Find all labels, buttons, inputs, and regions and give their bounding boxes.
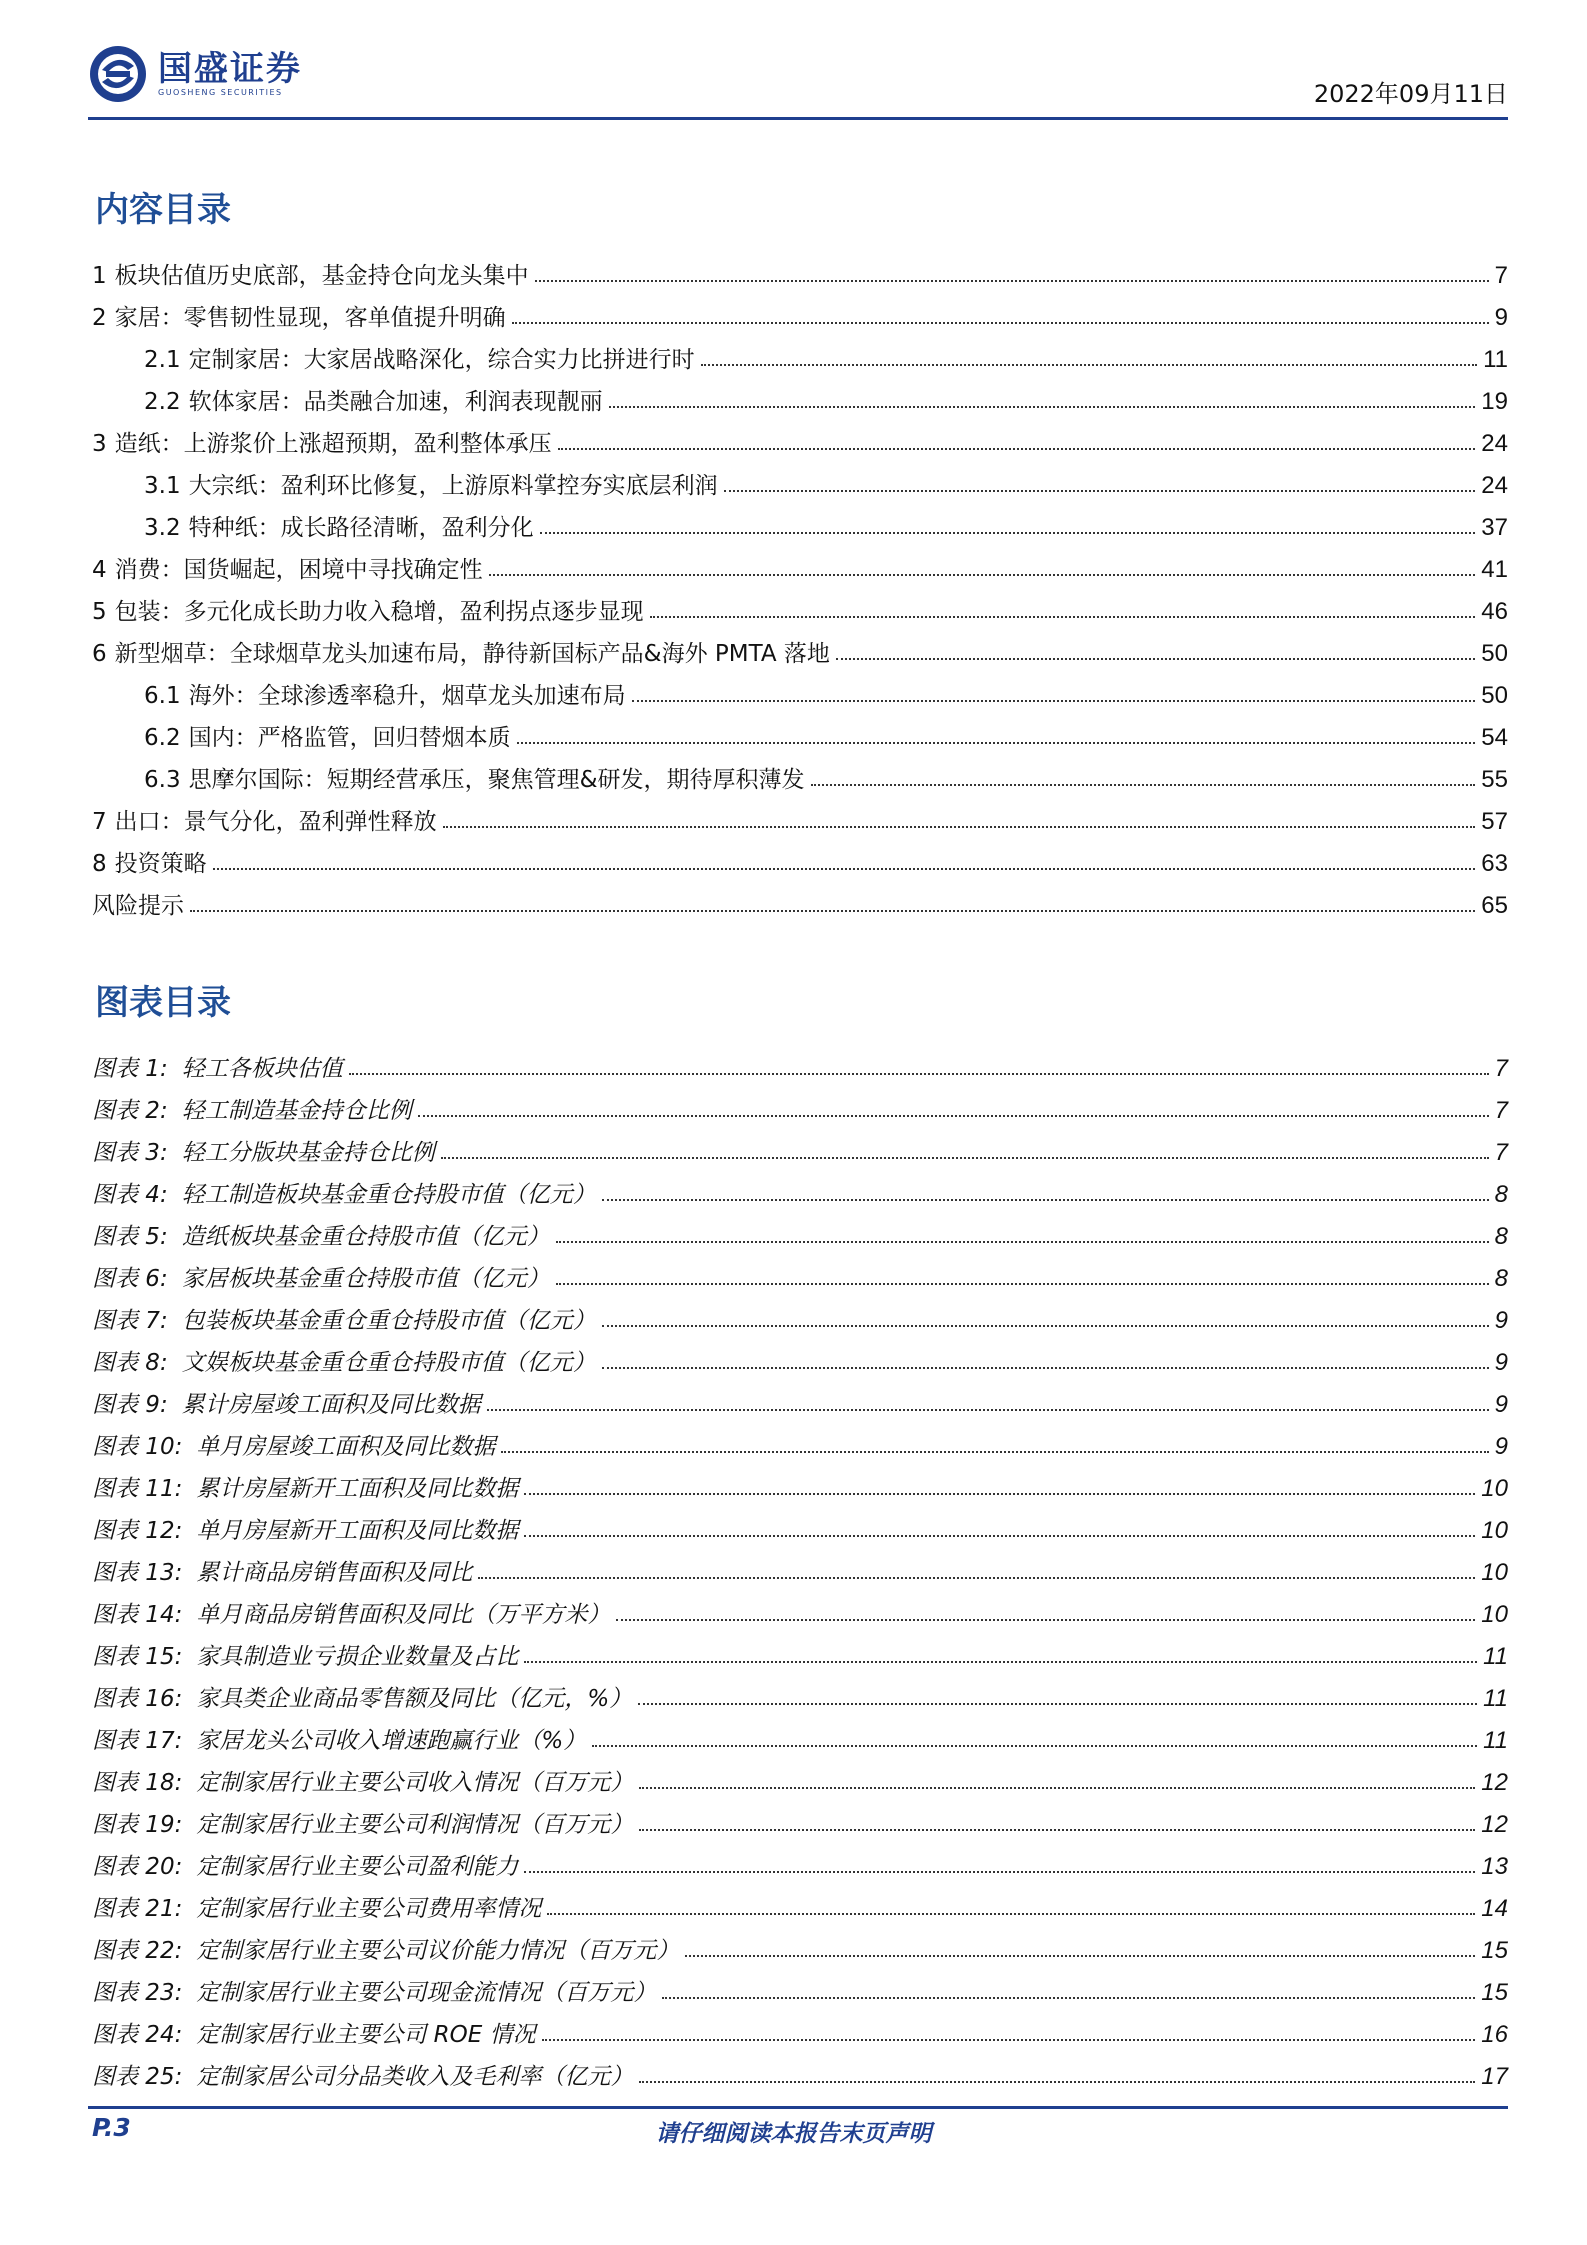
entry-number: 图表 20: [92, 1854, 183, 1880]
entry-page: 54 [1481, 724, 1508, 751]
entry-title: 家居：零售韧性显现，客单值提升明确 [114, 305, 506, 331]
entry-title: 包装：多元化成长助力收入稳增，盈利拐点逐步显现 [114, 599, 644, 625]
entry-title: 累计商品房销售面积及同比 [196, 1560, 473, 1586]
entry-number: 图表 8: [92, 1350, 168, 1376]
report-date: 2022年09月11日 [1313, 80, 1508, 108]
entry-page: 50 [1481, 640, 1508, 667]
entry-label [92, 1848, 518, 1881]
entry-number: 图表 23: [92, 1980, 183, 2006]
entry-label [92, 1134, 435, 1167]
entry-title: 特种纸：成长路径清晰，盈利分化 [188, 515, 534, 541]
guosheng-logo-icon [88, 44, 148, 104]
entry-page: 12 [1481, 1811, 1508, 1838]
entry-title: 大宗纸：盈利环比修复，上游原料掌控夯实底层利润 [188, 473, 718, 499]
entry-number: 6.2 [144, 725, 181, 751]
toc-entry[interactable] [92, 332, 1508, 374]
dot-leader [524, 1661, 1477, 1663]
entry-label [92, 593, 644, 626]
entry-number: 图表 25: [92, 2064, 183, 2090]
entry-page: 46 [1481, 598, 1508, 625]
toc-entry[interactable] [92, 416, 1508, 458]
entry-title: 家居板块基金重仓持股市值（亿元） [181, 1266, 550, 1292]
dot-leader [662, 1997, 1475, 1999]
entry-title: 单月房屋竣工面积及同比数据 [196, 1434, 496, 1460]
entry-number: 图表 24: [92, 2022, 183, 2048]
figure-entry[interactable] [92, 2049, 1508, 2091]
toc-entry[interactable] [92, 752, 1508, 794]
entry-title: 单月商品房销售面积及同比（万平方米） [196, 1602, 611, 1628]
dot-leader [811, 784, 1476, 786]
entry-number: 图表 18: [92, 1770, 183, 1796]
entry-page: 11 [1483, 346, 1508, 373]
dot-leader [524, 1871, 1475, 1873]
figure-entry[interactable] [92, 1545, 1508, 1587]
entry-title: 海外：全球渗透率稳升，烟草龙头加速布局 [188, 683, 626, 709]
entry-page: 37 [1481, 514, 1508, 541]
toc-entry[interactable] [92, 878, 1508, 920]
entry-page: 10 [1481, 1559, 1508, 1586]
entry-page: 14 [1481, 1895, 1508, 1922]
entry-page: 15 [1481, 1937, 1508, 1964]
entry-page: 8 [1494, 1181, 1508, 1208]
entry-title: 定制家居公司分品类收入及毛利率（亿元） [196, 2064, 634, 2090]
entry-number: 4 [92, 557, 107, 583]
dot-leader [632, 700, 1476, 702]
entry-title: 投资策略 [114, 851, 207, 877]
dot-leader [190, 910, 1475, 912]
entry-label [92, 1386, 481, 1419]
entry-title: 家居龙头公司收入增速跑赢行业（%） [196, 1728, 587, 1754]
entry-label [92, 1050, 343, 1083]
figure-entry[interactable] [92, 1965, 1508, 2007]
entry-title: 造纸：上游浆价上涨超预期，盈利整体承压 [114, 431, 552, 457]
entry-title: 家具类企业商品零售额及同比（亿元，%） [196, 1686, 633, 1712]
toc-entry[interactable] [92, 668, 1508, 710]
entry-page: 16 [1481, 2021, 1508, 2048]
figure-entry[interactable] [92, 1923, 1508, 1965]
dot-leader [639, 1787, 1475, 1789]
entry-title: 轻工各板块估值 [181, 1056, 343, 1082]
entry-label [144, 341, 695, 374]
entry-number: 图表 16: [92, 1686, 183, 1712]
entry-number: 图表 11: [92, 1476, 183, 1502]
entry-label [92, 299, 506, 332]
toc-entry[interactable] [92, 248, 1508, 290]
entry-number: 5 [92, 599, 107, 625]
entry-label [92, 1302, 596, 1335]
figures-title: 图表目录 [95, 983, 231, 1023]
entry-label [92, 803, 437, 836]
figure-entry[interactable] [92, 1461, 1508, 1503]
entry-title: 包装板块基金重仓重仓持股市值（亿元） [181, 1308, 596, 1334]
dot-leader [639, 2081, 1475, 2083]
entry-label [92, 2058, 633, 2091]
entry-number: 图表 13: [92, 1560, 183, 1586]
entry-page: 41 [1481, 556, 1508, 583]
entry-label [144, 719, 511, 752]
entry-title: 软体家居：品类融合加速，利润表现靓丽 [188, 389, 603, 415]
dot-leader [349, 1073, 1489, 1075]
entry-title: 消费：国货崛起，困境中寻找确定性 [114, 557, 483, 583]
dot-leader [602, 1367, 1489, 1369]
entry-page: 65 [1481, 892, 1508, 919]
entry-page: 10 [1481, 1475, 1508, 1502]
entry-title: 定制家居行业主要公司利润情况（百万元） [196, 1812, 634, 1838]
entry-label [92, 887, 184, 920]
figure-entry[interactable] [92, 1713, 1508, 1755]
toc-entry[interactable] [92, 374, 1508, 416]
entry-page: 19 [1481, 388, 1508, 415]
entry-page: 7 [1494, 1097, 1508, 1124]
figure-entry[interactable] [92, 1335, 1508, 1377]
toc-entry[interactable] [92, 710, 1508, 752]
dot-leader [487, 1409, 1489, 1411]
entry-title: 风险提示 [92, 893, 184, 919]
entry-number: 2.1 [144, 347, 181, 373]
disclaimer-notice: 请仔细阅读本报告末页声明 [655, 2121, 932, 2147]
dot-leader [501, 1451, 1488, 1453]
entry-label [92, 1260, 550, 1293]
entry-page: 8 [1494, 1223, 1508, 1250]
entry-page: 13 [1481, 1853, 1508, 1880]
figure-entry[interactable] [92, 1839, 1508, 1881]
entry-label [92, 2016, 536, 2049]
dot-leader [512, 322, 1489, 324]
dot-leader [609, 406, 1476, 408]
figure-entry[interactable] [92, 1041, 1508, 1083]
dot-leader [602, 1199, 1489, 1201]
entry-number: 图表 22: [92, 1938, 183, 1964]
entry-label [92, 1176, 596, 1209]
entry-title: 轻工制造基金持仓比例 [181, 1098, 412, 1124]
toc-entry[interactable] [92, 458, 1508, 500]
entry-label [92, 1722, 586, 1755]
entry-title: 新型烟草：全球烟草龙头加速布局，静待新国标产品&海外 PMTA 落地 [114, 641, 830, 667]
entry-page: 9 [1494, 304, 1508, 331]
brand-name-cn: 国盛证券 [158, 49, 302, 89]
dot-leader [524, 1535, 1475, 1537]
entry-title: 定制家居：大家居战略深化，综合实力比拼进行时 [188, 347, 695, 373]
entry-label [144, 509, 534, 542]
entry-page: 24 [1481, 472, 1508, 499]
entry-label [92, 845, 207, 878]
dot-leader [639, 1829, 1475, 1831]
entry-page: 9 [1494, 1433, 1508, 1460]
entry-page: 7 [1494, 1139, 1508, 1166]
entry-title: 定制家居行业主要公司费用率情况 [196, 1896, 542, 1922]
brand-logo [88, 44, 302, 104]
figure-entry[interactable] [92, 1125, 1508, 1167]
figure-entry[interactable] [92, 1377, 1508, 1419]
entry-title: 定制家居行业主要公司现金流情况（百万元） [196, 1980, 657, 2006]
entry-label [92, 1806, 633, 1839]
dot-leader [836, 658, 1475, 660]
entry-title: 定制家居行业主要公司 ROE 情况 [196, 2022, 536, 2048]
entry-number: 2.2 [144, 389, 181, 415]
dot-leader [701, 364, 1478, 366]
entry-page: 10 [1481, 1601, 1508, 1628]
entry-title: 单月房屋新开工面积及同比数据 [196, 1518, 519, 1544]
entry-label [92, 551, 483, 584]
entry-label [92, 1764, 633, 1797]
dot-leader [547, 1913, 1475, 1915]
figure-entry[interactable] [92, 1881, 1508, 1923]
entry-page: 9 [1494, 1349, 1508, 1376]
dot-leader [616, 1619, 1475, 1621]
entry-page: 11 [1483, 1643, 1508, 1670]
entry-page: 15 [1481, 1979, 1508, 2006]
dot-leader [556, 1241, 1489, 1243]
dot-leader [418, 1115, 1489, 1117]
entry-label [144, 761, 805, 794]
toc-entry[interactable] [92, 626, 1508, 668]
figure-entry[interactable] [92, 1587, 1508, 1629]
page-header [88, 44, 1508, 116]
dot-leader [556, 1283, 1489, 1285]
entry-number: 图表 6: [92, 1266, 168, 1292]
entry-number: 图表 10: [92, 1434, 183, 1460]
entry-number: 图表 7: [92, 1308, 168, 1334]
dot-leader [602, 1325, 1489, 1327]
figure-entry[interactable] [92, 1671, 1508, 1713]
entry-title: 造纸板块基金重仓持股市值（亿元） [181, 1224, 550, 1250]
figure-entry[interactable] [92, 1167, 1508, 1209]
entry-title: 文娱板块基金重仓重仓持股市值（亿元） [181, 1350, 596, 1376]
figure-entry[interactable] [92, 1419, 1508, 1461]
figure-entry[interactable] [92, 1797, 1508, 1839]
entry-page: 10 [1481, 1517, 1508, 1544]
entry-page: 12 [1481, 1769, 1508, 1796]
dot-leader [213, 868, 1476, 870]
dot-leader [478, 1577, 1475, 1579]
entry-page: 63 [1481, 850, 1508, 877]
entry-number: 图表 1: [92, 1056, 168, 1082]
entry-number: 图表 5: [92, 1224, 168, 1250]
entry-page: 24 [1481, 430, 1508, 457]
entry-number: 3.1 [144, 473, 181, 499]
entry-page: 55 [1481, 766, 1508, 793]
entry-page: 17 [1481, 2063, 1508, 2090]
dot-leader [724, 490, 1476, 492]
entry-label [144, 467, 718, 500]
contents-title: 内容目录 [95, 190, 231, 230]
entry-number: 图表 14: [92, 1602, 183, 1628]
brand-name-en: GUOSHENG SECURITIES [158, 88, 283, 97]
entry-label [92, 1092, 412, 1125]
entry-title: 出口：景气分化，盈利弹性释放 [114, 809, 437, 835]
entry-label [92, 1638, 518, 1671]
entry-number: 图表 3: [92, 1140, 168, 1166]
figure-entry[interactable] [92, 2007, 1508, 2049]
entry-number: 图表 15: [92, 1644, 183, 1670]
entry-number: 3.2 [144, 515, 181, 541]
entry-title: 轻工分版块基金持仓比例 [181, 1140, 435, 1166]
entry-label [92, 1470, 518, 1503]
entry-number: 图表 17: [92, 1728, 183, 1754]
dot-leader [558, 448, 1476, 450]
entry-label [92, 1932, 679, 1965]
entry-page: 11 [1483, 1685, 1508, 1712]
entry-number: 6.3 [144, 767, 181, 793]
entry-title: 定制家居行业主要公司收入情况（百万元） [196, 1770, 634, 1796]
entry-page: 50 [1481, 682, 1508, 709]
toc-entry[interactable] [92, 500, 1508, 542]
dot-leader [489, 574, 1476, 576]
toc-entry[interactable] [92, 290, 1508, 332]
entry-label [92, 1680, 632, 1713]
header-divider [88, 117, 1508, 120]
entry-page: 8 [1494, 1265, 1508, 1292]
entry-title: 国内：严格监管，回归替烟本质 [188, 725, 511, 751]
entry-number: 图表 12: [92, 1518, 183, 1544]
entry-label [92, 1974, 656, 2007]
contents-list [92, 248, 1508, 920]
entry-number: 1 [92, 263, 107, 289]
entry-number: 8 [92, 851, 107, 877]
entry-number: 图表 4: [92, 1182, 168, 1208]
entry-number: 图表 9: [92, 1392, 168, 1418]
figure-entry[interactable] [92, 1251, 1508, 1293]
dot-leader [540, 532, 1476, 534]
dot-leader [650, 616, 1476, 618]
dot-leader [524, 1493, 1475, 1495]
entry-page: 7 [1494, 1055, 1508, 1082]
dot-leader [542, 2039, 1476, 2041]
entry-title: 板块估值历史底部，基金持仓向龙头集中 [114, 263, 529, 289]
entry-number: 图表 19: [92, 1812, 183, 1838]
figure-entry[interactable] [92, 1083, 1508, 1125]
entry-title: 累计房屋竣工面积及同比数据 [181, 1392, 481, 1418]
toc-entry[interactable] [92, 542, 1508, 584]
entry-label [92, 635, 830, 668]
figure-entry[interactable] [92, 1293, 1508, 1335]
entry-title: 家具制造业亏损企业数量及占比 [196, 1644, 519, 1670]
footer-divider [88, 2106, 1508, 2109]
entry-label [92, 1428, 495, 1461]
figure-entry[interactable] [92, 1503, 1508, 1545]
entry-label [92, 1554, 472, 1587]
entry-label [92, 1512, 518, 1545]
entry-number: 2 [92, 305, 107, 331]
toc-entry[interactable] [92, 836, 1508, 878]
entry-number: 图表 2: [92, 1098, 168, 1124]
toc-entry[interactable] [92, 584, 1508, 626]
entry-title: 轻工制造板块基金重仓持股市值（亿元） [181, 1182, 596, 1208]
entry-label [144, 383, 603, 416]
entry-page: 11 [1483, 1727, 1508, 1754]
figures-list [92, 1041, 1508, 2091]
entry-number: 3 [92, 431, 107, 457]
dot-leader [592, 1745, 1477, 1747]
entry-number: 图表 21: [92, 1896, 183, 1922]
entry-title: 定制家居行业主要公司议价能力情况（百万元） [196, 1938, 680, 1964]
entry-title: 思摩尔国际：短期经营承压，聚焦管理&研发，期待厚积薄发 [188, 767, 805, 793]
entry-label [92, 257, 529, 290]
entry-title: 定制家居行业主要公司盈利能力 [196, 1854, 519, 1880]
entry-label [92, 1596, 610, 1629]
entry-label [92, 1344, 596, 1377]
entry-title: 累计房屋新开工面积及同比数据 [196, 1476, 519, 1502]
dot-leader [517, 742, 1476, 744]
entry-number: 6.1 [144, 683, 181, 709]
dot-leader [535, 280, 1489, 282]
toc-entry[interactable] [92, 794, 1508, 836]
figure-entry[interactable] [92, 1629, 1508, 1671]
dot-leader [441, 1157, 1489, 1159]
figure-entry[interactable] [92, 1209, 1508, 1251]
entry-page: 7 [1494, 262, 1508, 289]
figure-entry[interactable] [92, 1755, 1508, 1797]
page-number: P.3 [92, 2113, 131, 2142]
dot-leader [685, 1955, 1475, 1957]
entry-label [92, 425, 552, 458]
entry-label [92, 1218, 550, 1251]
entry-page: 9 [1494, 1391, 1508, 1418]
entry-number: 6 [92, 641, 107, 667]
entry-label [92, 1890, 541, 1923]
dot-leader [638, 1703, 1477, 1705]
entry-page: 9 [1494, 1307, 1508, 1334]
entry-page: 57 [1481, 808, 1508, 835]
entry-label [144, 677, 626, 710]
entry-number: 7 [92, 809, 107, 835]
dot-leader [443, 826, 1476, 828]
